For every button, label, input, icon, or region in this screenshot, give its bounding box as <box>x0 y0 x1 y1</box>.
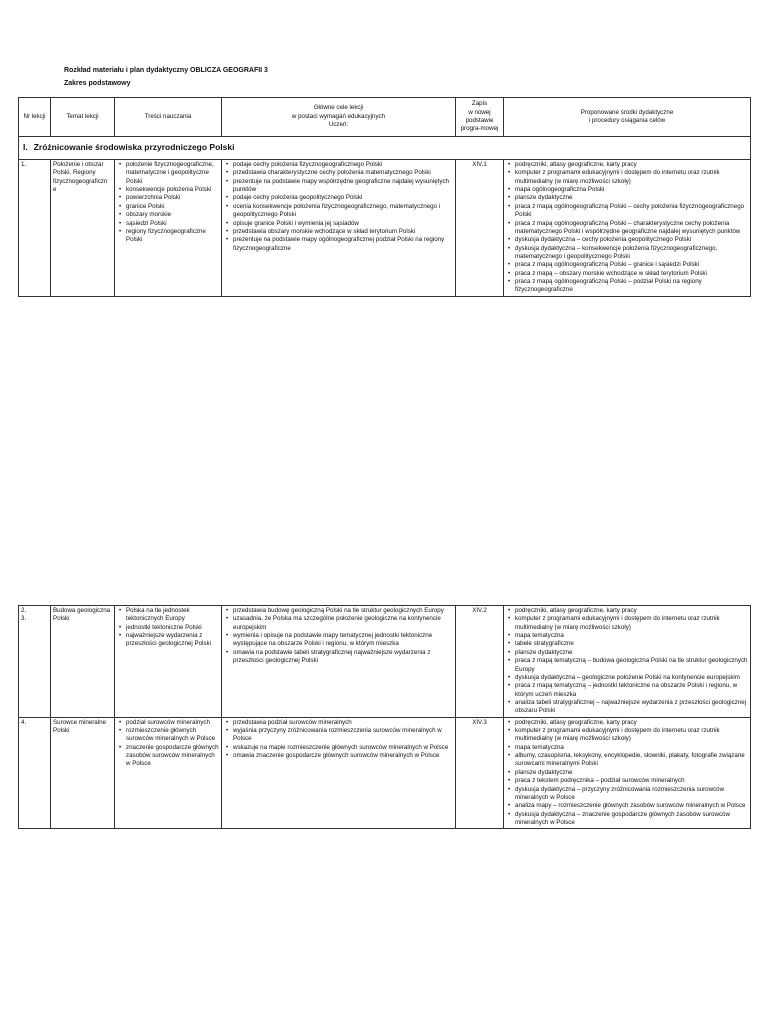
method-item: • podręczniki, atlasy geograficzne, karty pracy <box>515 719 748 727</box>
method-item: • komputer z programami edukacyjnymi i dostępem do internetu oraz rzutnik multimedialny (w miarę możliwości szkoły) <box>515 169 748 186</box>
method-item: • praca z mapą ogólnogeograficzną Polski – granice i sąsiedzi Polski <box>515 261 748 269</box>
lesson-goals-list <box>222 160 456 297</box>
lesson-content-list <box>115 717 222 829</box>
section-title: Zróżnicowanie środowiska przyrodniczego Polski <box>33 142 235 153</box>
header-nr-lekcji: Nr lekcji <box>19 98 51 137</box>
content-item: • powierzchnia Polski <box>126 194 219 202</box>
goal-item: • przedstawia charakterystyczne cechy położenia matematycznego Polski <box>233 169 453 177</box>
goal-item: • podaje cechy położenia fizycznogeograficznego Polski <box>233 161 453 169</box>
method-item: • dyskusja dydaktyczna – przyczyny zróżnicowania rozmieszczenia surowców mineralnych w Polsce <box>515 786 748 803</box>
method-item: • praca z mapą tematyczną – budowa geologiczna Polski na tle struktur geologicznych Europy <box>515 657 748 674</box>
content-item: • znaczenie gospodarcze głównych zasobów surowców mineralnych w Polsce <box>126 744 219 769</box>
table-row <box>19 160 751 297</box>
lesson-number: 2. 3. <box>19 606 51 718</box>
section-number: I. <box>23 142 28 153</box>
method-item: • analiza tabeli stratygraficznej – najważniejsze wydarzenia z przeszłości geologicznej obszaru Polski <box>515 699 748 716</box>
goal-item: • przedstawia obszary morskie wchodzące w skład terytorium Polski <box>233 228 453 236</box>
lesson-number: 1. <box>19 160 51 297</box>
header-srodki-dydaktyczne: Proponowane środki dydaktyczne i procedury osiągania celów <box>504 98 751 137</box>
lesson-methods-list <box>504 160 751 297</box>
goal-item: • wyjaśnia przyczyny zróżnicowania rozmieszczenia surowców mineralnych w Polsce <box>233 727 453 744</box>
document-header <box>64 64 268 90</box>
document-title: Rozkład materiału i plan dydaktyczny OBLICZA GEOGRAFII 3 <box>64 67 268 74</box>
content-item-list <box>117 161 219 245</box>
lesson-curriculum-code: XIV.3 <box>456 717 504 829</box>
goal-item-list <box>224 607 453 666</box>
method-item: • podręczniki, atlasy geograficzne, karty pracy <box>515 161 748 169</box>
goal-item: • opisuje granice Polski i wymienia jej sąsiadów <box>233 220 453 228</box>
lesson-topic: Położenie i obszar Polski. Regiony fizycznogeograficzn e <box>51 160 115 297</box>
content-item: • jednostki tektoniczne Polski <box>126 624 219 632</box>
goal-item: • omawia znaczenie gospodarcze głównych surowców mineralnych w Polsce <box>233 752 453 760</box>
method-item: • albumy, czasopisma, leksykony, encyklopedie, słowniki, plakaty, fotografie związane surowcami mineralnymi Polski <box>515 752 748 769</box>
content-item: • Polska na tle jednostek tektonicznych Europy <box>126 607 219 624</box>
content-item: • najważniejsze wydarzenia z przeszłości geologicznej Polski <box>126 632 219 649</box>
method-item: • mapa ogólnogeograficzna Polski <box>515 186 748 194</box>
lesson-number: 4. <box>19 717 51 829</box>
content-item: • obszary morskie <box>126 211 219 219</box>
method-item: • dyskusja dydaktyczna – cechy położenia geopolitycznego Polski <box>515 236 748 244</box>
method-item-list <box>506 719 748 828</box>
table-header-row <box>19 98 751 137</box>
content-item: • położenie fizycznogeograficzne, matematyczne i geopolityczne Polski <box>126 161 219 186</box>
method-item: • praca z mapą tematyczną – jednostki tektoniczne na obszarze Polski i regionu, w którym uczeń mieszka <box>515 682 748 699</box>
table-row <box>19 606 751 718</box>
lesson-methods-list <box>504 717 751 829</box>
method-item: • tabele stratygraficzne <box>515 640 748 648</box>
goal-item: • przedstawia podział surowców mineralnych <box>233 719 453 727</box>
content-item: • konsekwencje położenia Polski <box>126 186 219 194</box>
lesson-curriculum-code: XIV.1 <box>456 160 504 297</box>
method-item: • praca z mapą ogólnogeograficzną Polski – charakterystyczne cechy położenia matematycznego Polski i współrzędne geograficzne najdalej wysuniętych punktów <box>515 220 748 237</box>
goal-item: • omawia na podstawie tabeli stratygraficznej najważniejsze wydarzenia z przeszłości geologicznej Polski <box>233 649 453 666</box>
method-item: • praca z mapą – obszary morskie wchodzące w skład terytorium Polski <box>515 270 748 278</box>
lesson-plan-table-page-1 <box>18 97 751 297</box>
method-item: • praca z mapą ogólnogeograficzną Polski – cechy położenia fizycznogeograficznego Polski <box>515 203 748 220</box>
goal-item: • wskazuje na mapie rozmieszczenie głównych surowców mineralnych w Polsce <box>233 744 453 752</box>
method-item-list <box>506 161 748 295</box>
section-heading <box>19 137 751 160</box>
header-zapis-podstawa: Zapis w nowej podstawie progra-mowej <box>456 98 504 137</box>
header-glowne-cele: Główne cele lekcji w postaci wymagań edukacyjnych Uczeń: <box>222 98 456 137</box>
goal-item: • przedstawia budowę geologiczną Polski na tle struktur geologicznych Europy <box>233 607 453 615</box>
table-row <box>19 717 751 829</box>
goal-item: • prezentuje na podstawie mapy współrzędne geograficzne najdalej wysuniętych punktów <box>233 178 453 195</box>
goal-item: • uzasadnia, że Polska ma szczególne położenie geologiczne na kontynencie europejskim <box>233 615 453 632</box>
lesson-content-list <box>115 160 222 297</box>
lesson-goals-list <box>222 717 456 829</box>
goal-item: • podaje cechy położenia geopolitycznego Polski <box>233 194 453 202</box>
lesson-curriculum-code: XIV.2 <box>456 606 504 718</box>
content-item: • podział surowców mineralnych <box>126 719 219 727</box>
method-item: • praca z mapą ogólnogeograficzną Polski – podział Polski na regiony fizycznogeograficzne <box>515 278 748 295</box>
method-item: • praca z tekstem podręcznika – podział surowców mineralnych <box>515 777 748 785</box>
lesson-topic: Surowce mineralne Polski <box>51 717 115 829</box>
goal-item-list <box>224 161 453 253</box>
header-tresci-nauczania: Treści nauczania <box>115 98 222 137</box>
lesson-methods-list <box>504 606 751 718</box>
content-item: • sąsiedzi Polski <box>126 220 219 228</box>
method-item: • mapa tematyczna <box>515 632 748 640</box>
lesson-goals-list <box>222 606 456 718</box>
method-item: • mapa tematyczna <box>515 744 748 752</box>
goal-item-list <box>224 719 453 761</box>
method-item: • plansze dydaktyczne <box>515 194 748 202</box>
header-temat-lekcji: Temat lekcji <box>51 98 115 137</box>
goal-item: • prezentuje na podstawie mapy ogólnogeograficznej podział Polski na regiony fizycznogeograficzne <box>233 236 453 253</box>
method-item: • komputer z programami edukacyjnymi i dostępem do internetu oraz rzutnik multimedialny (w miarę możliwości szkoły) <box>515 615 748 632</box>
method-item-list <box>506 607 748 716</box>
method-item: • dyskusja dydaktyczna – geologiczne położenie Polski na kontynencie europejskim <box>515 674 748 682</box>
method-item: • analiza mapy – rozmieszczenie głównych zasobów surowców mineralnych w Polsce <box>515 802 748 810</box>
lesson-content-list <box>115 606 222 718</box>
method-item: • dyskusja dydaktyczna – konsekwencje położenia fizycznogeograficznego, matematycznego i geopolitycznego Polski <box>515 245 748 262</box>
content-item-list <box>117 719 219 769</box>
content-item-list <box>117 607 219 649</box>
goal-item: • ocenia konsekwencje położenia fizycznogeograficznego, matematycznego i geopolitycznego Polski <box>233 203 453 220</box>
method-item: • dyskusja dydaktyczna – znaczenie gospodarcze głównych zasobów surowców mineralnych w Polsce <box>515 811 748 828</box>
lesson-topic: Budowa geologiczna Polski <box>51 606 115 718</box>
content-item: • regiony fizycznogeograficzne Polski <box>126 228 219 245</box>
section-row <box>19 137 751 160</box>
content-item: • granice Polski <box>126 203 219 211</box>
method-item: • plansze dydaktyczne <box>515 769 748 777</box>
document-subtitle: Zakres podstawowy <box>64 80 131 87</box>
method-item: • podręczniki, atlasy geograficzne, karty pracy <box>515 607 748 615</box>
method-item: • komputer z programami edukacyjnymi i dostępem do internetu oraz rzutnik multimedialny (w miarę możliwości szkoły) <box>515 727 748 744</box>
goal-item: • wymienia i opisuje na podstawie mapy tematycznej jednostki tektoniczne występujące na obszarze Polski i regionu, w którym mieszka <box>233 632 453 649</box>
lesson-plan-table-page-2 <box>18 605 751 829</box>
method-item: • plansze dydaktyczne <box>515 649 748 657</box>
content-item: • rozmieszczenie głównych surowców mineralnych w Polsce <box>126 727 219 744</box>
